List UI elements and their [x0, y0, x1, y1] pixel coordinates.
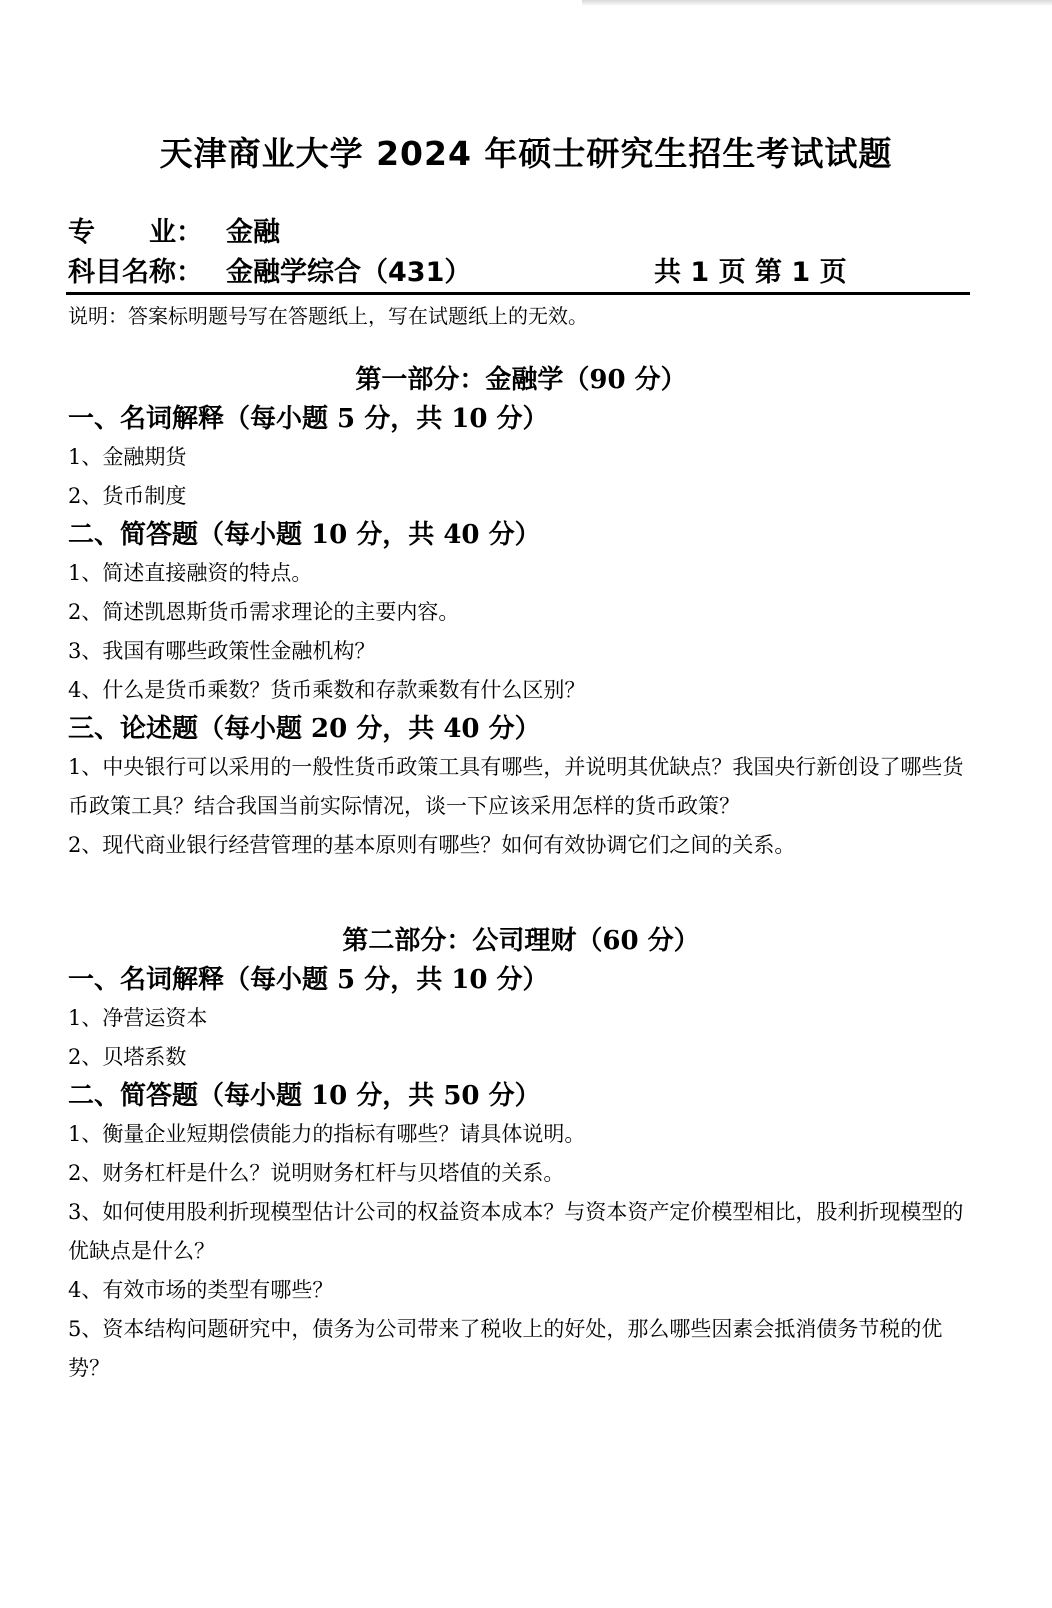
subject-row	[68, 250, 471, 289]
major-label: 专 业：	[68, 217, 203, 248]
section-heading: 二、简答题（每小题 10 分，共 50 分）	[68, 1081, 541, 1111]
section-heading: 二、简答题（每小题 10 分，共 40 分）	[68, 520, 541, 550]
question-item: 1、衡量企业短期偿债能力的指标有哪些？请具体说明。	[68, 1122, 586, 1146]
question-item: 3、如何使用股利折现模型估计公司的权益资本成本？与资本资产定价模型相比，股利折现模型的优缺点是什么？	[68, 1200, 964, 1263]
part-spacer	[68, 865, 974, 921]
subject-value: 金融学综合（431）	[226, 257, 472, 288]
section-heading: 一、名词解释（每小题 5 分，共 10 分）	[68, 404, 549, 434]
question-item: 2、财务杠杆是什么？说明财务杠杆与贝塔值的关系。	[68, 1161, 565, 1185]
header-divider	[66, 292, 970, 295]
part-title: 第二部分：公司理财（60 分）	[342, 926, 700, 956]
question-item: 2、现代商业银行经营管理的基本原则有哪些？如何有效协调它们之间的关系。	[68, 833, 796, 857]
part-corporate-finance	[68, 921, 974, 1388]
major-value: 金融	[226, 217, 280, 248]
exam-content	[68, 360, 974, 1388]
page-count: 共 1 页 第 1 页	[654, 257, 847, 288]
question-item: 4、什么是货币乘数？货币乘数和存款乘数有什么区别？	[68, 678, 586, 702]
part-finance	[68, 360, 974, 865]
question-item: 1、中央银行可以采用的一般性货币政策工具有哪些，并说明其优缺点？我国央行新创设了哪些货币政策工具？结合我国当前实际情况，谈一下应该采用怎样的货币政策？	[68, 755, 964, 818]
subject-label: 科目名称：	[68, 257, 203, 288]
question-item: 1、金融期货	[68, 445, 187, 469]
question-item: 5、资本结构问题研究中，债务为公司带来了税收上的好处，那么哪些因素会抵消债务节税的优势？	[68, 1317, 943, 1380]
exam-title: 天津商业大学 2024 年硕士研究生招生考试试题	[159, 134, 893, 173]
part-title: 第一部分：金融学（90 分）	[355, 365, 687, 395]
instructions: 说明：答案标明题号写在答题纸上，写在试题纸上的无效。	[68, 304, 588, 328]
question-item: 2、货币制度	[68, 484, 187, 508]
section-heading: 一、名词解释（每小题 5 分，共 10 分）	[68, 965, 549, 995]
major-row	[68, 210, 280, 249]
question-item: 4、有效市场的类型有哪些？	[68, 1278, 334, 1302]
question-item: 3、我国有哪些政策性金融机构？	[68, 639, 376, 663]
question-item: 1、简述直接融资的特点。	[68, 561, 313, 585]
question-item: 1、净营运资本	[68, 1006, 208, 1030]
question-item: 2、贝塔系数	[68, 1045, 187, 1069]
page-edge-shadow	[582, 0, 1052, 6]
section-heading: 三、论述题（每小题 20 分，共 40 分）	[68, 714, 541, 744]
question-item: 2、简述凯恩斯货币需求理论的主要内容。	[68, 600, 460, 624]
